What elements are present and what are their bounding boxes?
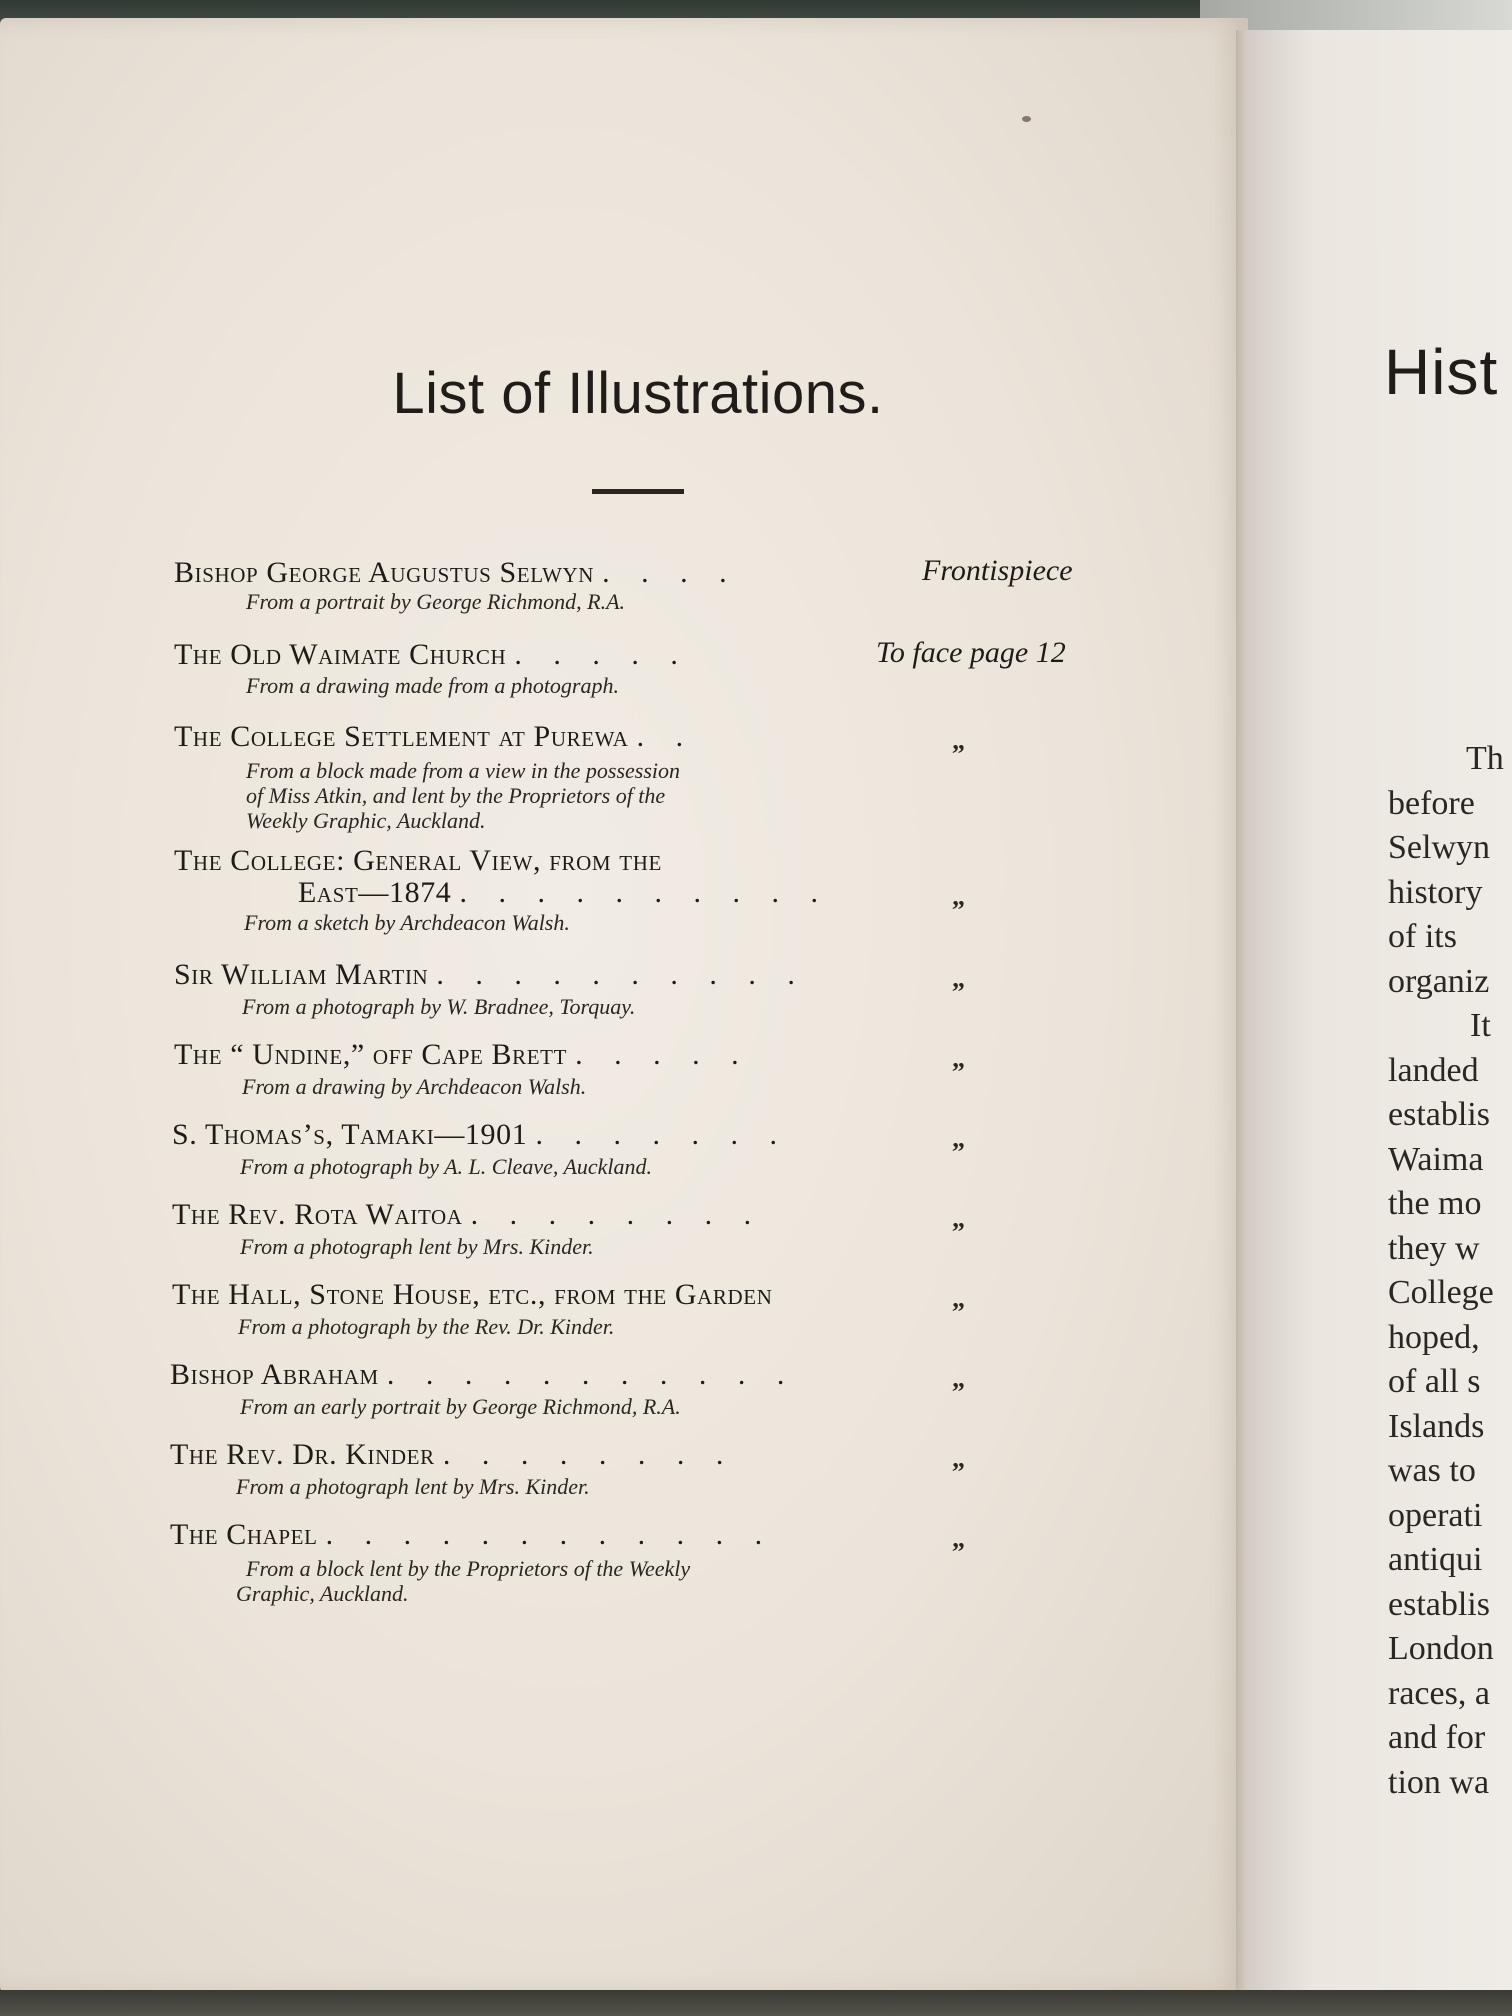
right-page-line: of its — [1388, 918, 1457, 955]
ditto-mark: „ — [952, 1044, 965, 1073]
right-page — [1246, 30, 1512, 1990]
right-page-line: Selwyn — [1388, 829, 1490, 866]
illustration-credit: From a photograph lent by Mrs. Kinder. — [236, 1474, 590, 1499]
right-page-line: and for — [1388, 1719, 1486, 1756]
ditto-mark: „ — [952, 1444, 965, 1473]
dot-leaders: . . . . . . . . . . — [459, 876, 831, 909]
right-page-line: antiqui — [1388, 1541, 1483, 1578]
dot-leaders: . . . . . . . . . . . — [386, 1358, 797, 1391]
illustration-title-line — [172, 1280, 773, 1310]
illustration-credit: From a drawing by Archdeacon Walsh. — [242, 1074, 587, 1099]
illustration-title: Sir William Martin — [174, 958, 429, 991]
right-page-line: Islands — [1388, 1407, 1485, 1445]
illustration-credit: From a drawing made from a photograph. — [246, 673, 619, 698]
illustration-title-line — [170, 1440, 735, 1470]
illustration-title-line — [170, 1360, 796, 1390]
ditto-mark: „ — [952, 882, 965, 911]
dot-leaders: . . — [636, 720, 696, 753]
illustration-page-ref: Frontispiece — [922, 554, 1073, 587]
right-page-line: tion wa — [1388, 1763, 1490, 1801]
illustration-title: Bishop Abraham — [170, 1358, 379, 1391]
dot-leaders: . . . . . . . . . . . . — [325, 1518, 775, 1551]
illustration-credit: From a photograph lent by Mrs. Kinder. — [240, 1234, 594, 1259]
illustration-title-line — [174, 1040, 751, 1070]
illustration-title-line — [172, 1120, 789, 1150]
page-title: List of Illustrations. — [392, 361, 884, 426]
illustration-title-line — [172, 1200, 763, 1230]
right-page-line: Th — [1466, 740, 1504, 777]
dot-leaders: . . . . . . . — [535, 1118, 789, 1151]
ditto-mark: „ — [952, 1524, 965, 1553]
illustration-credit-line: of Miss Atkin, and lent by the Proprietors of the — [246, 783, 666, 808]
illustration-credit: From a portrait by George Richmond, R.A. — [246, 589, 626, 614]
right-page-line: College — [1388, 1274, 1494, 1311]
illustration-title-line — [170, 1520, 774, 1550]
ditto-mark: „ — [952, 964, 965, 993]
dot-leaders: . . . . . . . . . . — [436, 958, 807, 991]
illustration-credit: From a photograph by A. L. Cleave, Auckland. — [240, 1154, 653, 1179]
illustration-title: The Rev. Dr. Kinder — [170, 1438, 435, 1471]
ditto-mark: „ — [952, 1204, 965, 1233]
ditto-mark: „ — [952, 1124, 965, 1153]
right-page-line: they w — [1388, 1229, 1480, 1267]
right-page-line: the mo — [1388, 1185, 1482, 1222]
illustration-title: The Hall, Stone House, etc., from the Garden — [172, 1278, 773, 1311]
illustration-credit: From a sketch by Archdeacon Walsh. — [244, 910, 570, 935]
right-page-line: establis — [1388, 1585, 1490, 1623]
right-page-line: organiz — [1388, 962, 1490, 1000]
illustration-credit-line: From a block made from a view in the possession — [246, 758, 681, 783]
illustration-title-line — [174, 960, 807, 990]
right-page-line: operati — [1388, 1496, 1483, 1534]
illustration-credit-line: Graphic, Auckland. — [236, 1581, 409, 1606]
illustration-credit-line: Weekly Graphic, Auckland. — [246, 808, 486, 833]
book-bottom-edge — [0, 1990, 1512, 2016]
right-page-line: It — [1470, 1007, 1491, 1044]
illustration-credit: From an early portrait by George Richmond, R.A. — [240, 1394, 681, 1419]
right-page-line: landed — [1388, 1051, 1479, 1089]
illustration-credit: From a photograph by W. Bradnee, Torquay. — [242, 994, 636, 1019]
illustration-title: Bishop George Augustus Selwyn — [174, 556, 595, 589]
right-page-line: of all s — [1388, 1363, 1481, 1400]
dot-leaders: . . . . . — [514, 638, 690, 671]
illustration-title-line2: East—1874 — [298, 876, 452, 909]
right-page-line: hoped, — [1388, 1318, 1480, 1356]
right-page-line: before — [1388, 784, 1475, 822]
illustration-title: The Old Waimate Church — [174, 638, 507, 671]
illustration-title-line — [174, 558, 739, 588]
right-page-line: races, a — [1388, 1674, 1490, 1712]
dot-leaders: . . . . . . . . — [442, 1438, 736, 1471]
right-page-heading: Hist — [1384, 336, 1499, 408]
illustration-title: The College: General View, from the — [174, 844, 662, 877]
illustration-title: The Rev. Rota Waitoa — [172, 1198, 463, 1231]
illustration-title-continued — [298, 878, 830, 908]
right-page-line: London — [1388, 1630, 1494, 1667]
right-page-line: was to — [1388, 1452, 1476, 1489]
ditto-mark: „ — [952, 726, 965, 755]
right-page-line: Waima — [1388, 1140, 1484, 1178]
right-page-line: history — [1388, 873, 1483, 911]
illustration-title-line — [174, 722, 695, 752]
ditto-mark: „ — [952, 1364, 965, 1393]
illustration-title-line — [174, 640, 690, 670]
ditto-mark: „ — [952, 1284, 965, 1313]
illustration-title: The “ Undine,” off Cape Brett — [174, 1038, 568, 1071]
illustration-page-ref: To face page 12 — [876, 636, 1066, 669]
illustration-credit: From a photograph by the Rev. Dr. Kinder. — [238, 1314, 615, 1339]
dot-leaders: . . . . . — [575, 1038, 751, 1071]
illustration-title: The Chapel — [170, 1518, 318, 1551]
illustration-title: S. Thomas’s, Tamaki—1901 — [172, 1118, 528, 1151]
title-rule — [592, 489, 684, 494]
illustration-title: The College Settlement at Purewa — [174, 720, 629, 753]
dot-leaders: . . . . — [602, 556, 739, 589]
dot-leaders: . . . . . . . . — [470, 1198, 764, 1231]
illustration-title-line — [174, 846, 662, 876]
right-page-line: establis — [1388, 1096, 1490, 1133]
illustration-credit-line: From a block lent by the Proprietors of the Weekly — [246, 1556, 691, 1581]
